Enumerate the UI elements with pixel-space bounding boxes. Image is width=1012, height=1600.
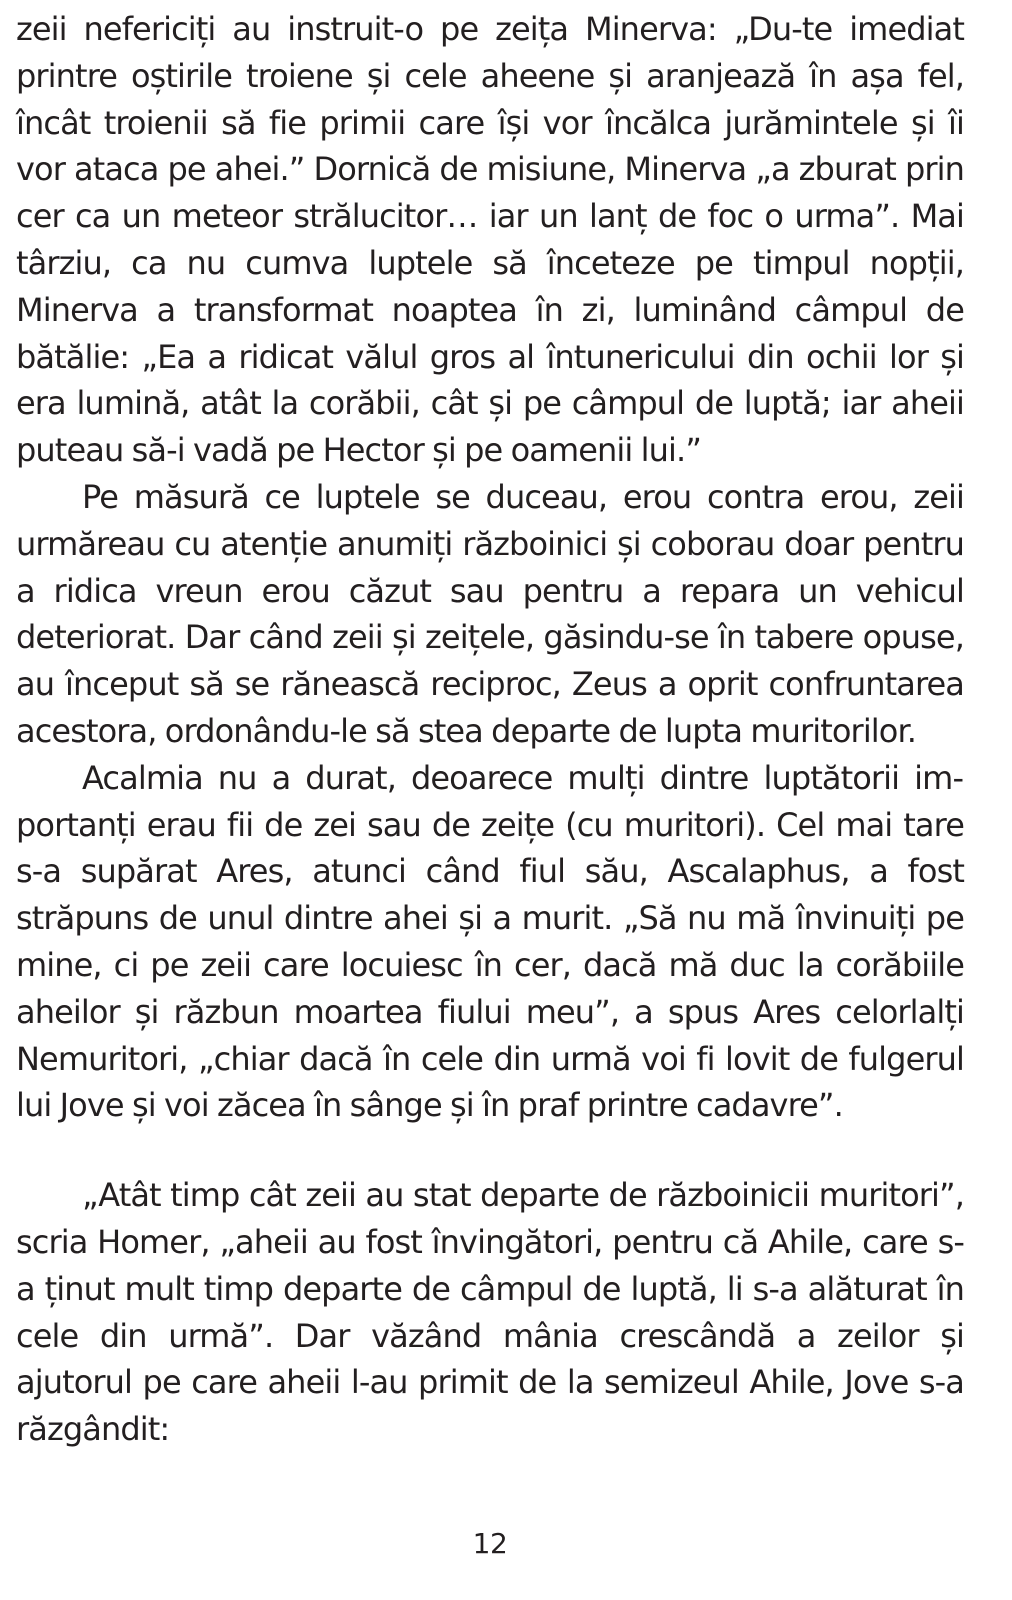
book-page — [16, 6, 964, 1560]
paragraph-homer-quote: „Atât timp cât zeii au stat departe de războinicii muritori”, scria Homer, „aheii au fost învingători, pentru că Ahile, care s-a ținut mult timp departe de câmpul de luptă, li s-a alăturat în cele din urmă”. Dar văzând mânia crescândă a zeilor și ajutorul pe care aheii l-au primit de la semizeul Ahile, Jove s-a răzgândit: — [16, 1176, 964, 1449]
paragraph-ares-anger: Acalmia nu a durat, deoarece mulți dintre luptătorii importanți erau fii de zei sau de zeițe (cu muritori). Cel mai tare s-a supărat Ares, atunci când fiul său, Ascalaphus, a fost străpuns de unul dintre ahei și a murit. „Să nu mă învinuiți pe mine, ci pe zeii care locuiesc în cer, dacă mă duc la corăbiile aheilor și răzbun moartea fiului meu”, a spus Ares celorlalți Nemuritori, „chiar dacă în cele din urmă voi fi lovit de fulgerul lui Jove și voi zăcea în sânge și în praf printre cadavre”. — [16, 758, 964, 1125]
paragraph-continuation: zeii nefericiți au instruit-o pe zeița Minerva: „Du-te imediat printre oștirile troiene și cele aheene și aranjează în așa fel, încât troienii să fie primii care își vor încălca jurămintele și îi vor ataca pe ahei.” Dornică de misiune, Minerva „a zburat prin cer ca un meteor strălucitor… iar un lanț de foc o urma”. Mai târziu, ca nu cumva luptele să înceteze pe timpul nopții, Minerva a transformat noaptea în zi, luminând câmpul de bătălie: „Ea a ridicat vălul gros al întunericului din ochii lor și era lumină, atât la corăbii, cât și pe câmpul de luptă; iar aheii puteau să-i vadă pe Hector și pe oamenii lui.” — [16, 10, 964, 470]
page-number: 12 — [472, 1527, 508, 1560]
paragraph-gods-watching: Pe măsură ce luptele se duceau, erou contra erou, zeii urmăreau cu atenție anumiți războinici și coborau doar pentru a ridica vreun erou căzut sau pentru a repara un vehicul deteriorat. Dar când zeii și zeițele, găsindu-se în tabere opuse, au început să se rănească reciproc, Zeus a oprit confruntarea acestora, ordonându-le să stea departe de lupta muritorilor. — [16, 477, 964, 750]
